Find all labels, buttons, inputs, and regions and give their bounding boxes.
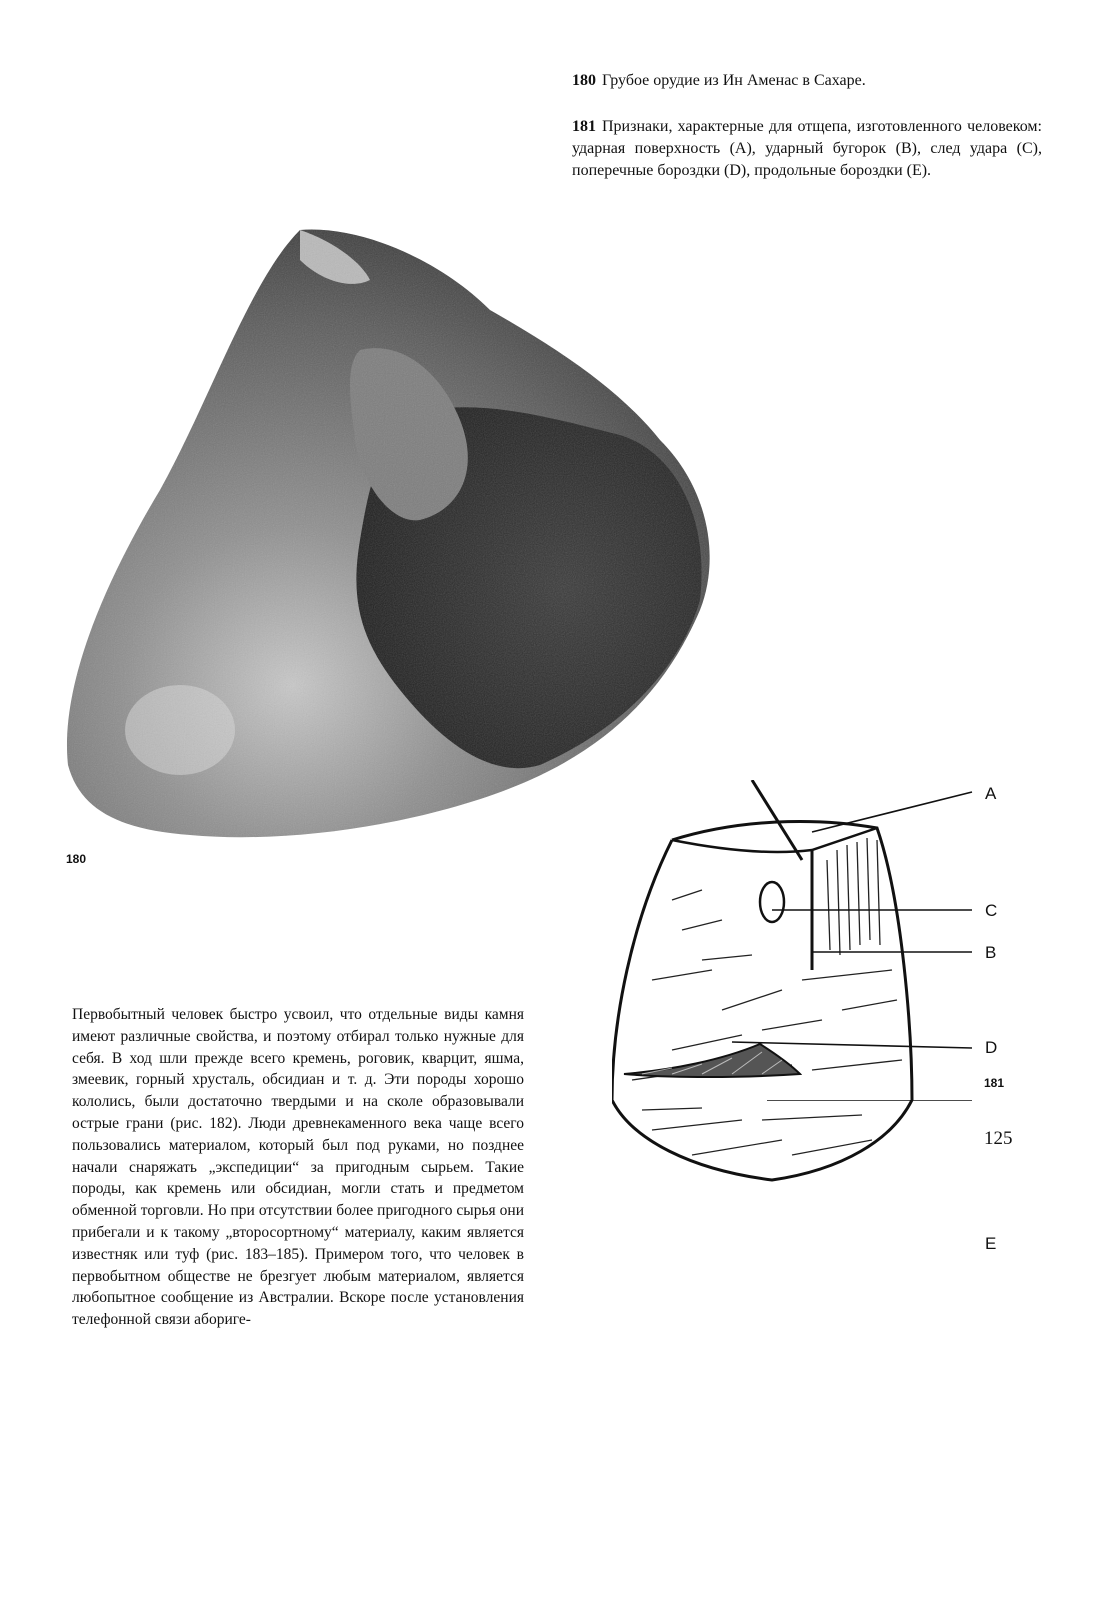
caption-180 — [572, 70, 1042, 92]
figure-181-number: 181 — [984, 1076, 1005, 1090]
figure-180-stone-photo — [60, 220, 750, 860]
marker-D: D — [985, 1038, 998, 1057]
marker-E: E — [985, 1234, 997, 1253]
figure-181-flake-drawing-lower — [612, 1100, 1032, 1420]
page-number: 125 — [984, 1128, 1013, 1149]
caption-181 — [572, 116, 1042, 182]
marker-B: B — [985, 943, 997, 962]
body-paragraph: Первобытный человек быстро усвоил, что отдельные виды камня имеют различные свойства, и поэтому отбирал только нужные для себя. В ход шли прежде всего кремень, роговик, кварцит, яшма, змеевик, горный хрусталь, обсидиан и т. д. Эти породы хорошо кололись, были достаточно твердыми и на сколе образовывали острые грани (рис. 182). Люди древнекаменного века чаще всего пользовались материалом, который был под руками, но позднее начали снаряжать „экспедиции“ за пригодным сырьем. Такие породы, как кремень или обсидиан, могли стать и предметом обменной торговли. Но при отсутствии более пригодного сырья они прибегали и к такому „второсортному“ материалу, каким является известняк или туф (рис. 183–185). Примером того, что человек в первобытном обществе не брезгует любым материалом, является любопытное сообщение из Австралии. Вскоре после установления телефонной связи абориге- — [72, 1006, 524, 1329]
caption-number: 181 — [572, 118, 596, 135]
figure-181-cross-section — [622, 1040, 802, 1080]
marker-C: C — [985, 901, 998, 920]
caption-text: Грубое орудие из Ин Аменас в Сахаре. — [602, 72, 866, 89]
caption-number: 180 — [572, 72, 596, 89]
caption-text: Признаки, характерные для отщепа, изготовленного человеком: ударная поверхность (A), ударный бугорок (B), след удара (C), поперечные бороздки (D), продольные бороздки (E). — [572, 118, 1042, 179]
figure-180-number: 180 — [66, 852, 87, 866]
marker-A: A — [985, 784, 997, 803]
